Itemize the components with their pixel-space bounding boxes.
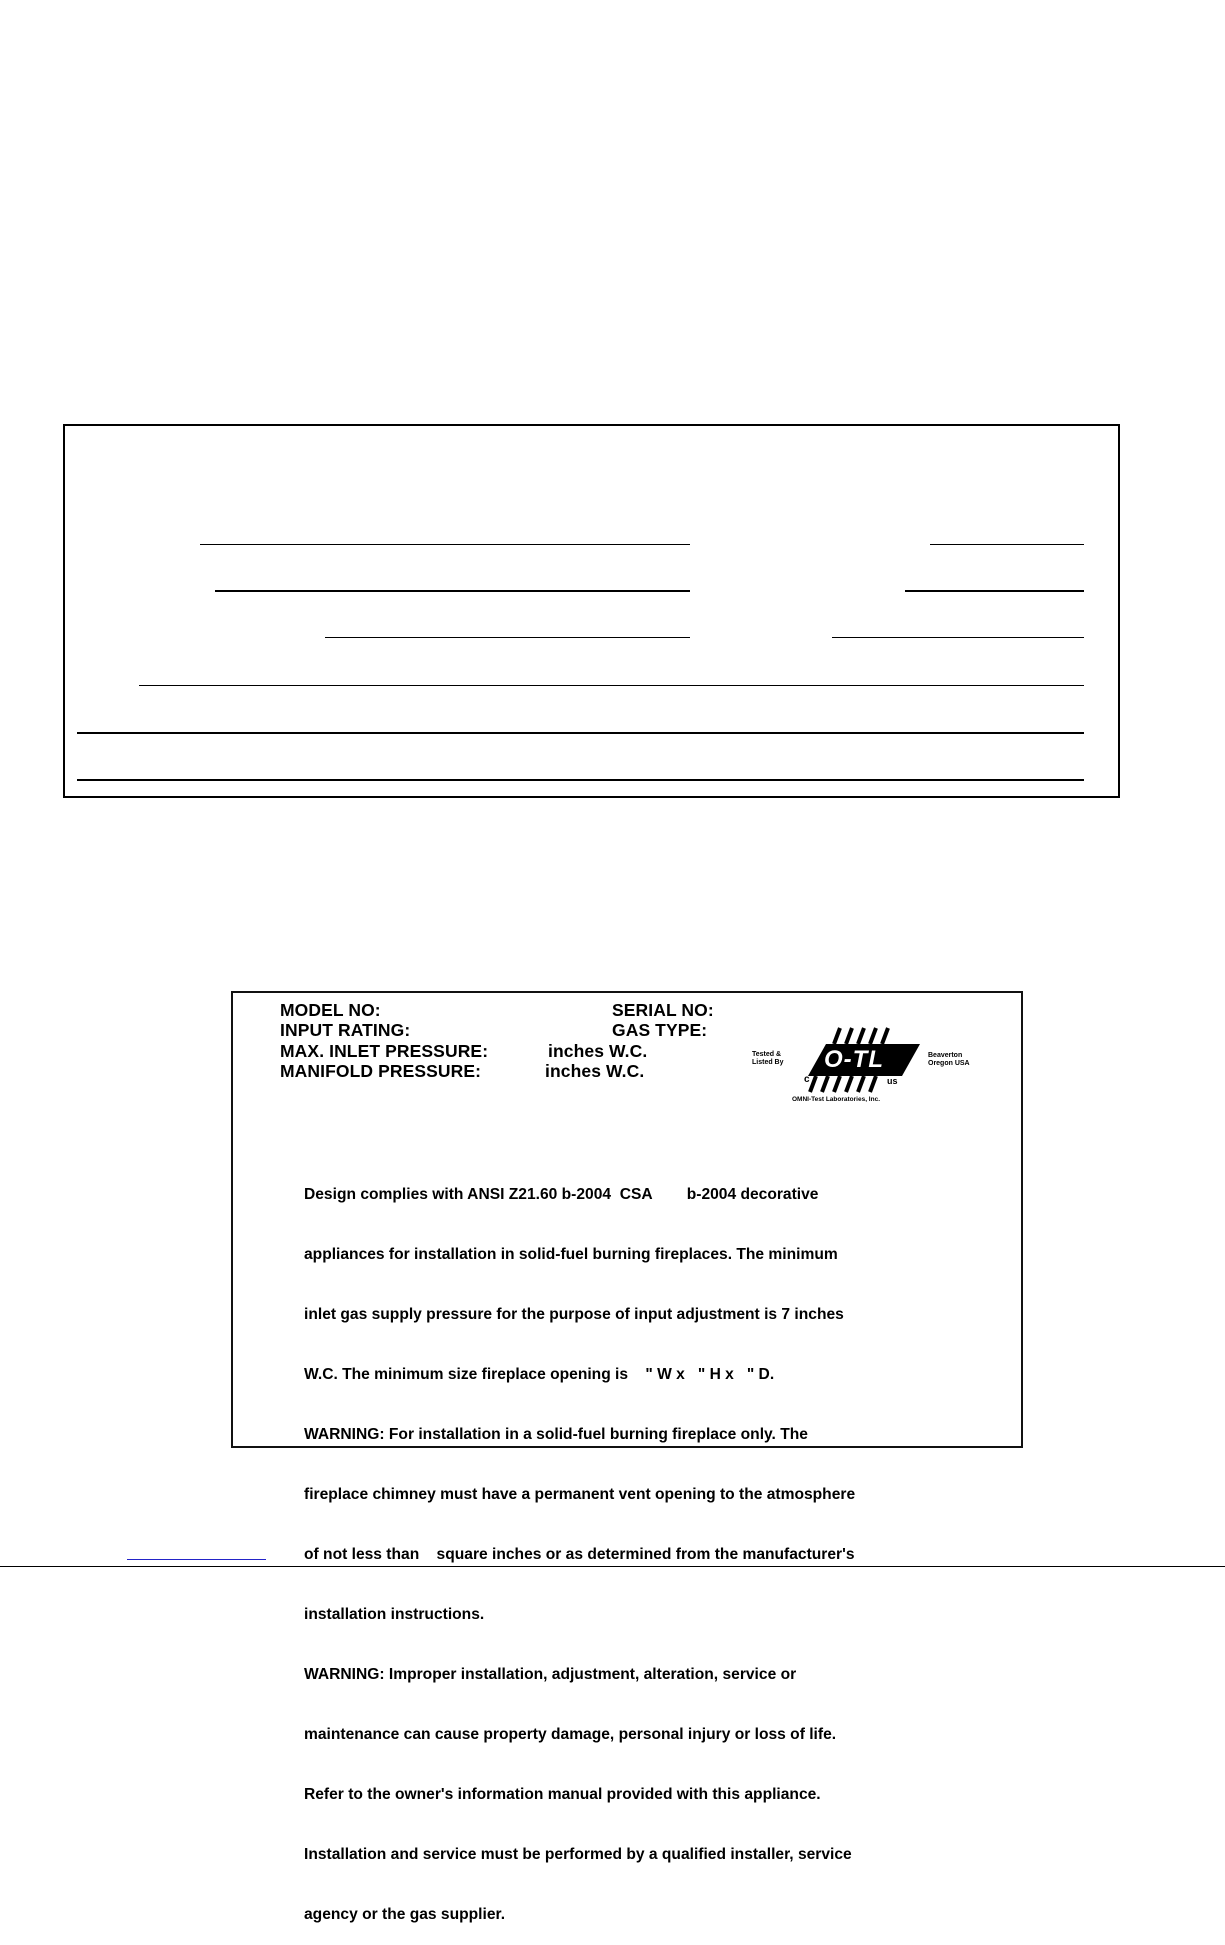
body-line: of not less than square inches or as determined from the manufacturer's — [304, 1546, 855, 1563]
serial-no-label: SERIAL NO: — [612, 1000, 714, 1020]
body-line: WARNING: For installation in a solid-fuel burning fireplace only. The — [304, 1426, 808, 1443]
footer-rule — [0, 1566, 1225, 1567]
body-line: agency or the gas supplier. — [304, 1906, 506, 1923]
lab-name-text: OMNI-Test Laboratories, Inc. — [792, 1096, 881, 1103]
model-no-label: MODEL NO: — [280, 1000, 381, 1020]
manifold-pressure-label: MANIFOLD PRESSURE: — [280, 1061, 482, 1081]
body-line: appliances for installation in solid-fuel burning fireplaces. The minimum — [304, 1246, 838, 1263]
body-line: Installation and service must be performed by a qualified installer, service — [304, 1846, 852, 1863]
gas-type-label: GAS TYPE: — [612, 1020, 708, 1040]
form-line-2-left — [215, 590, 690, 592]
form-line-6 — [77, 779, 1084, 781]
body-line: installation instructions. — [304, 1606, 485, 1623]
max-inlet-pressure-unit: inches W.C. — [548, 1041, 648, 1061]
max-inlet-pressure-label: MAX. INLET PRESSURE: — [280, 1041, 489, 1061]
body-line: Design complies with ANSI Z21.60 b-2004 CSA b-2004 decorative — [304, 1186, 819, 1203]
body-line: W.C. The minimum size fireplace opening is " W x " H x " D. — [304, 1366, 775, 1383]
form-line-5 — [77, 732, 1084, 734]
label-body-text — [304, 1145, 964, 1945]
usa-mark-text: us — [887, 1076, 898, 1086]
body-line: fireplace chimney must have a permanent vent opening to the atmosphere — [304, 1486, 856, 1503]
form-line-1-right — [930, 544, 1084, 545]
tested-listed-text: Tested & Listed By — [752, 1051, 784, 1066]
body-line: Refer to the owner's information manual provided with this appliance. — [304, 1786, 821, 1803]
record-form-box — [63, 424, 1120, 798]
logo-text: O-TL — [824, 1046, 884, 1073]
body-line: maintenance can cause property damage, personal injury or loss of life. — [304, 1726, 837, 1743]
footer-link-underline[interactable] — [127, 1559, 266, 1560]
form-line-4 — [139, 685, 1084, 686]
form-line-3-right — [832, 637, 1084, 638]
body-line: inlet gas supply pressure for the purpose of input adjustment is 7 inches — [304, 1306, 844, 1323]
canada-mark-text: c — [804, 1074, 810, 1085]
otl-certification-mark — [750, 1024, 980, 1108]
manifold-pressure-unit: inches W.C. — [545, 1061, 645, 1081]
form-line-3-left — [325, 637, 690, 638]
form-line-1-left — [200, 544, 690, 545]
body-line: WARNING: Improper installation, adjustment, alteration, service or — [304, 1666, 797, 1683]
location-text: Beaverton Oregon USA — [928, 1052, 970, 1067]
form-line-2-right — [905, 590, 1084, 592]
input-rating-label: INPUT RATING: — [280, 1020, 411, 1040]
